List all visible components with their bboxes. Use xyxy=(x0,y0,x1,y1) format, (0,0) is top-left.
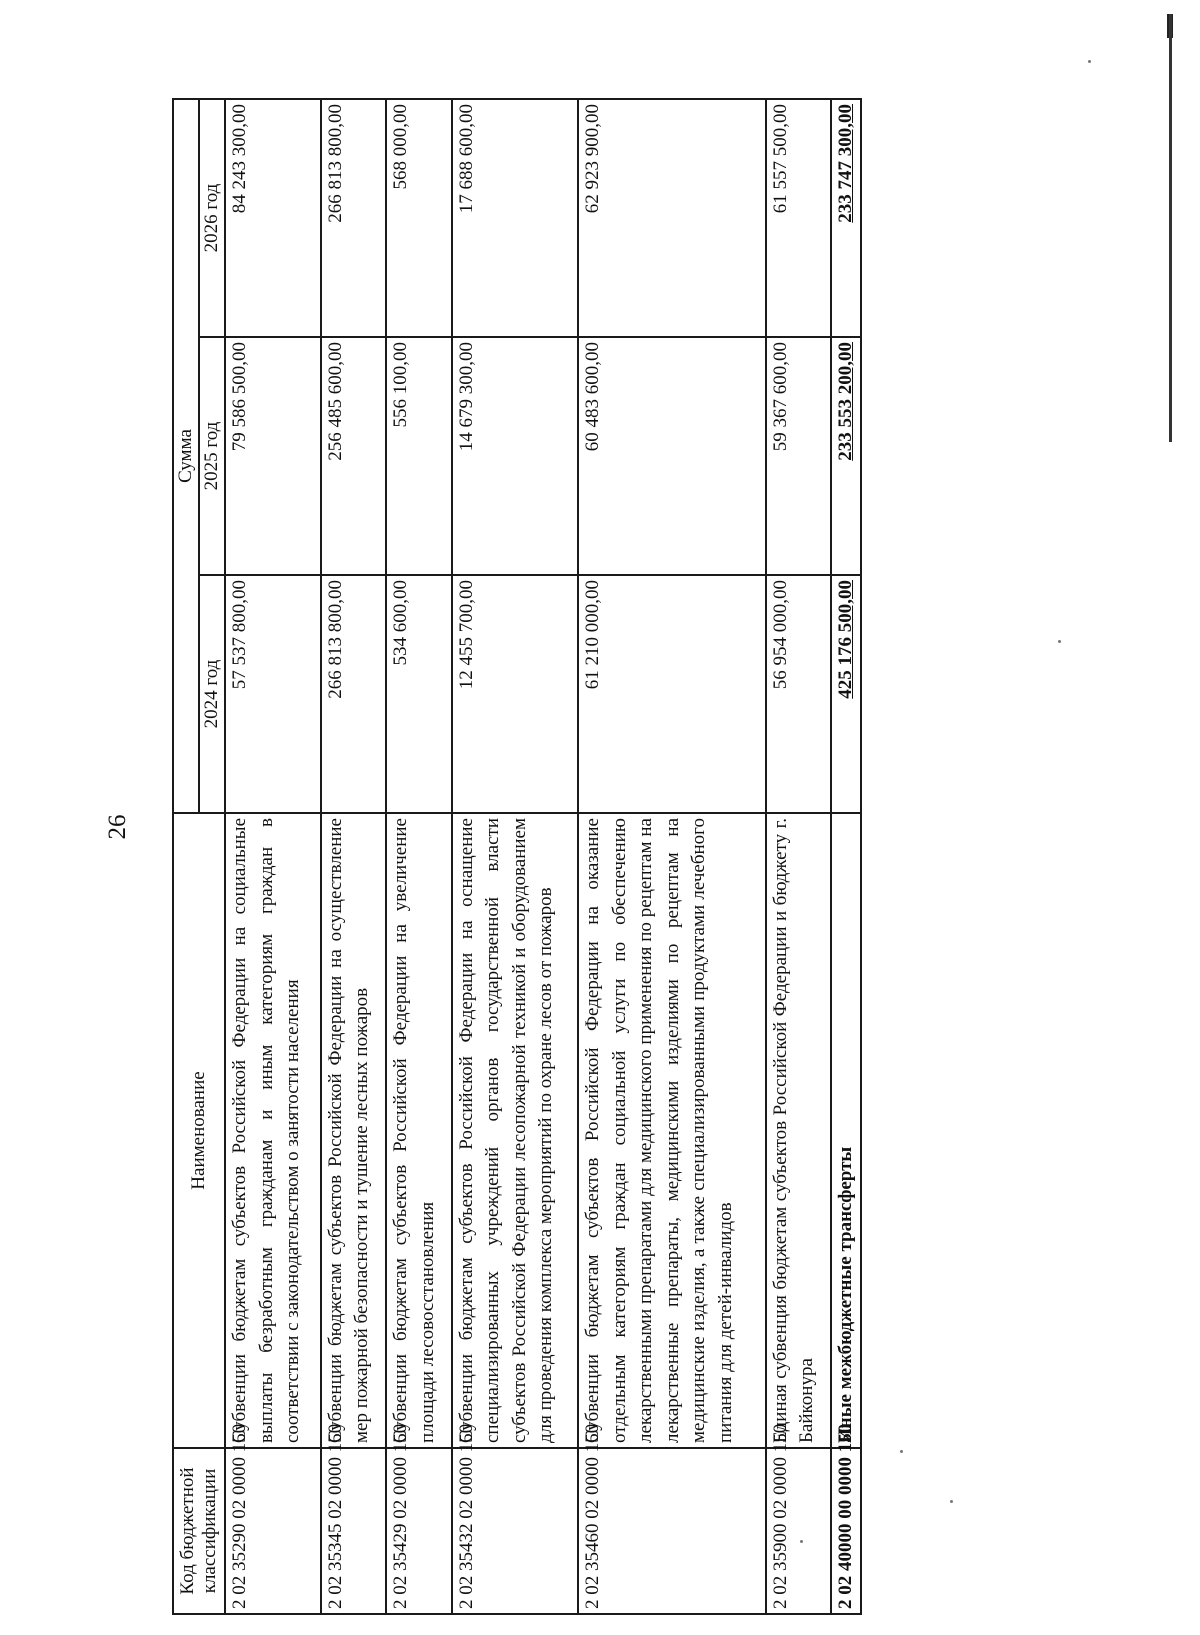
rotated-table-container xyxy=(172,100,862,1615)
table-row xyxy=(386,99,451,1614)
table-row xyxy=(578,99,765,1614)
table-row-total xyxy=(831,99,861,1614)
row-name: Субвенции бюджетам субъектов Российской Федерации на оказание отдельным категориям граждан социальной услуги по обеспечению лекарственными препаратами для медицинского применения по рецептам на лекарственные препараты, медицинскими изделиями по рецептам на медицинские изделия, а также специализированными продуктами лечебного питания для детей-инвалидов xyxy=(578,813,765,1448)
row-amount-2024: 61 210 000,00 xyxy=(578,575,765,813)
total-name: Иные межбюджетные трансферты xyxy=(831,813,861,1448)
header-year-2025: 2025 год xyxy=(199,337,225,575)
row-amount-2026: 84 243 300,00 xyxy=(225,99,321,337)
row-amount-2024: 57 537 800,00 xyxy=(225,575,321,813)
row-code: 2 02 35429 02 0000 150 xyxy=(386,1448,451,1614)
scan-speck xyxy=(950,1500,953,1503)
header-name: Наименование xyxy=(173,813,225,1448)
row-amount-2026: 62 923 900,00 xyxy=(578,99,765,337)
header-year-2026: 2026 год xyxy=(199,99,225,337)
row-name: Субвенции бюджетам субъектов Российской Федерации на социальные выплаты безработным гражданам и иным категориям граждан в соответствии с законодательством о занятости населения xyxy=(225,813,321,1448)
scan-edge-line xyxy=(1169,14,1172,442)
page-number: 26 xyxy=(104,814,131,840)
row-amount-2024: 534 600,00 xyxy=(386,575,451,813)
scan-speck xyxy=(1088,60,1091,63)
row-code: 2 02 35345 02 0000 150 xyxy=(321,1448,386,1614)
header-row xyxy=(173,99,199,1614)
row-name: Единая субвенция бюджетам субъектов Российской Федерации и бюджету г. Байконура xyxy=(766,813,831,1448)
budget-table xyxy=(172,98,862,1615)
total-amount-2024: 425 176 500,00 xyxy=(831,575,861,813)
row-amount-2025: 14 679 300,00 xyxy=(452,337,578,575)
row-amount-2026: 17 688 600,00 xyxy=(452,99,578,337)
row-amount-2024: 56 954 000,00 xyxy=(766,575,831,813)
row-amount-2026: 568 000,00 xyxy=(386,99,451,337)
total-code: 2 02 40000 00 0000 150 xyxy=(831,1448,861,1614)
row-amount-2026: 61 557 500,00 xyxy=(766,99,831,337)
header-code: Код бюджетной классификации xyxy=(173,1448,225,1614)
header-sum: Сумма xyxy=(173,99,199,813)
table-row xyxy=(766,99,831,1614)
row-amount-2025: 256 485 600,00 xyxy=(321,337,386,575)
scan-speck xyxy=(1058,640,1061,643)
header-year-2024: 2024 год xyxy=(199,575,225,813)
row-amount-2026: 266 813 800,00 xyxy=(321,99,386,337)
scan-speck xyxy=(900,1450,903,1453)
table-row xyxy=(321,99,386,1614)
total-amount-2026: 233 747 300,00 xyxy=(831,99,861,337)
row-amount-2024: 266 813 800,00 xyxy=(321,575,386,813)
row-amount-2025: 59 367 600,00 xyxy=(766,337,831,575)
row-name: Субвенции бюджетам субъектов Российской Федерации на осуществление мер пожарной безопасности и тушение лесных пожаров xyxy=(321,813,386,1448)
row-code: 2 02 35900 02 0000 150 xyxy=(766,1448,831,1614)
row-code: 2 02 35460 02 0000 150 xyxy=(578,1448,765,1614)
row-amount-2025: 60 483 600,00 xyxy=(578,337,765,575)
row-name: Субвенции бюджетам субъектов Российской Федерации на оснащение специализированных учреждений органов государственной власти субъектов Российской Федерации лесопожарной техникой и оборудованием для проведения комплекса мероприятий по охране лесов от пожаров xyxy=(452,813,578,1448)
row-code: 2 02 35432 02 0000 150 xyxy=(452,1448,578,1614)
table-row xyxy=(452,99,578,1614)
row-code: 2 02 35290 02 0000 150 xyxy=(225,1448,321,1614)
table-row xyxy=(225,99,321,1614)
row-amount-2025: 79 586 500,00 xyxy=(225,337,321,575)
row-amount-2025: 556 100,00 xyxy=(386,337,451,575)
row-name: Субвенции бюджетам субъектов Российской Федерации на увеличение площади лесовосстановления xyxy=(386,813,451,1448)
total-amount-2025: 233 553 200,00 xyxy=(831,337,861,575)
row-amount-2024: 12 455 700,00 xyxy=(452,575,578,813)
